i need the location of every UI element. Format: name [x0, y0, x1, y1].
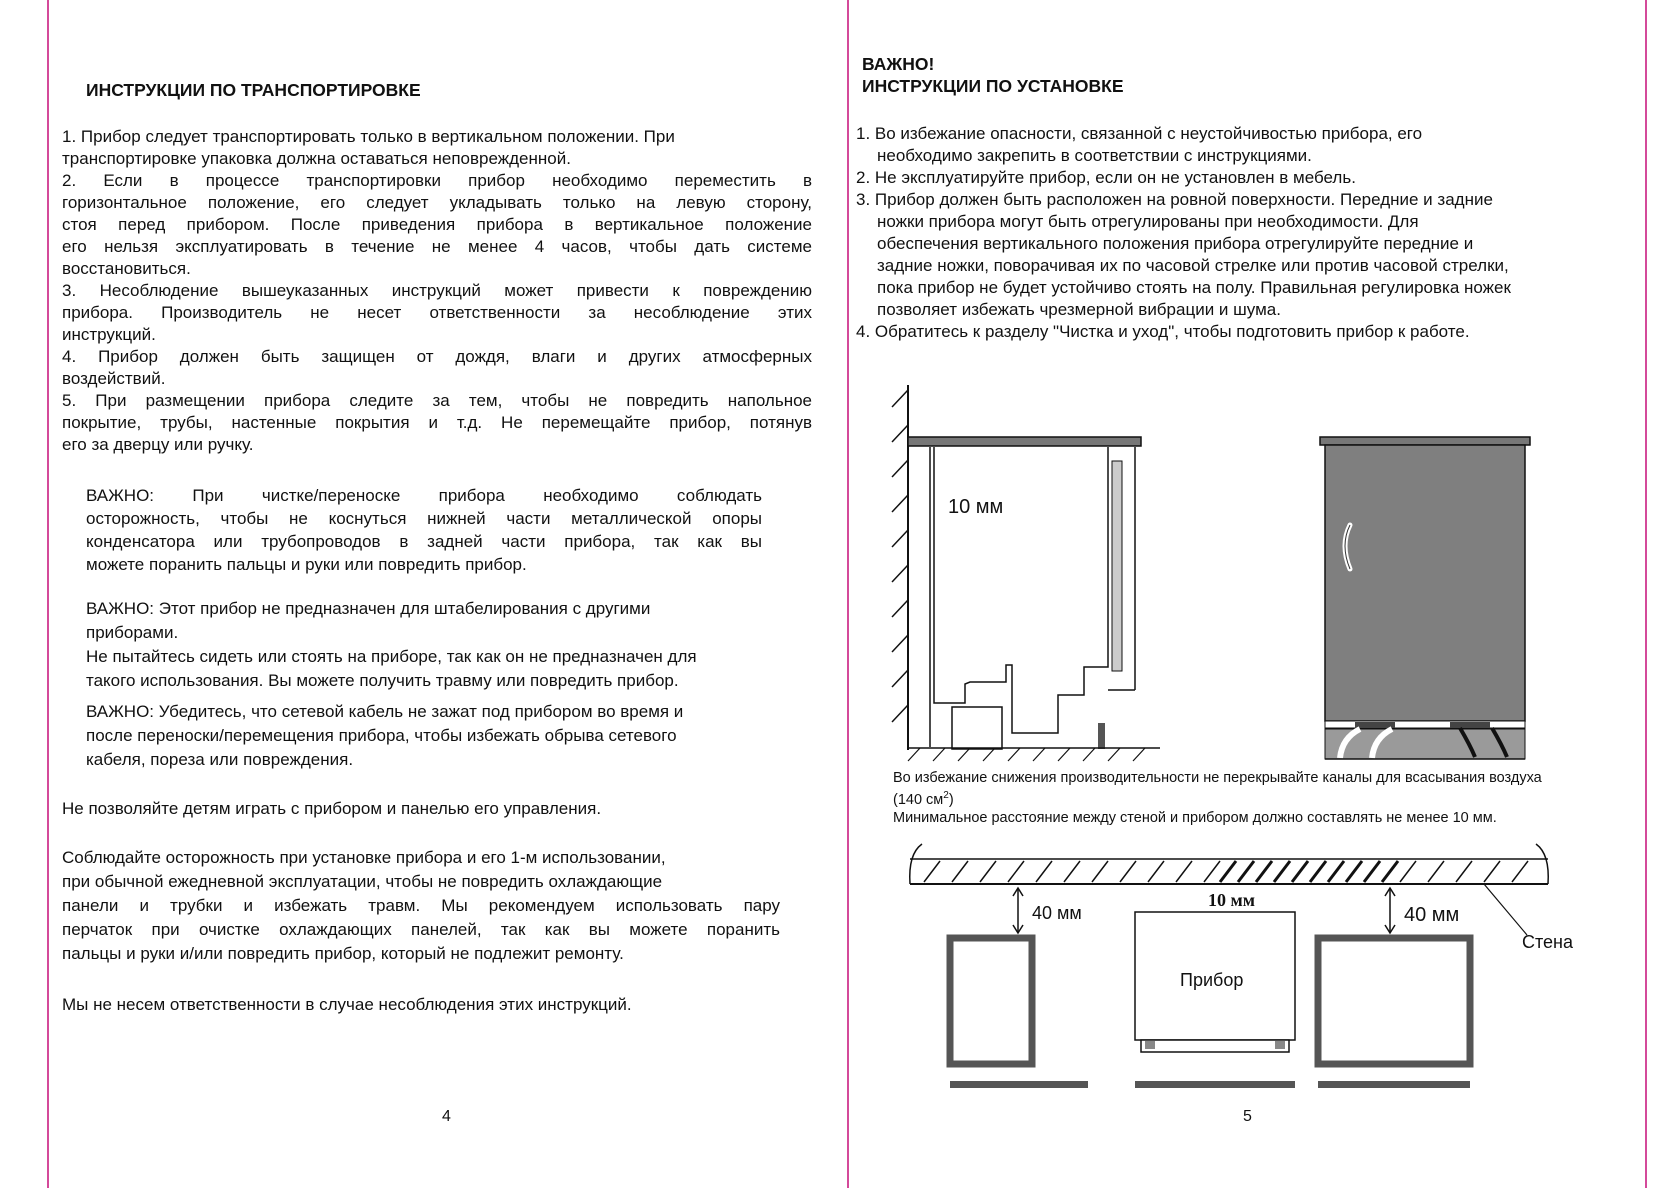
airflow-caption: Во избежание снижения производительности не перекрывайте каналы для всасывания воздуха (140 $см^2$) Минимальное расстояние между стеной и прибором должно составлять не менее 10 мм. — [893, 770, 1542, 826]
side-view-gap-label: 10 мм — [948, 496, 1004, 518]
plan-center-gap-label: 10 мм — [1208, 890, 1256, 910]
left-margin-line — [47, 0, 49, 1188]
install-item-2: 2. Не эксплуатируйте прибор, если он не установлен в мебель. — [856, 168, 1356, 187]
transport-item-4: 4. Прибор должен быть защищен от дождя, влаги и других атмосферных воздействий. — [62, 347, 812, 388]
transport-item-1: 1. Прибор следует транспортировать только в вертикальном положении. При транспортировке упаковка должна оставаться неповрежденной. — [62, 127, 675, 168]
plan-left-gap-label: 40 мм — [1032, 903, 1082, 923]
page-number-right: 5 — [1243, 1108, 1252, 1125]
warning-stacking: ВАЖНО: Этот прибор не предназначен для штабелирования с другими приборами. Не пытайтесь сидеть или стоять на приборе, так как он не предназначен для такого использования. Вы можете получить травму или повредить прибор. — [86, 599, 697, 690]
appliance-label: Прибор — [1180, 970, 1244, 990]
transport-heading: ИНСТРУКЦИИ ПО ТРАНСПОРТИРОВКЕ — [86, 80, 421, 100]
center-margin-line — [847, 0, 849, 1188]
plan-view-diagram — [880, 838, 1660, 1098]
warning-cleaning: ВАЖНО: При чистке/переноске прибора необходимо соблюдать осторожность, чтобы не коснуться нижней части металлической опоры конденсатора или трубопроводов в задней части прибора, так как вы можете поранить пальцы и руки или повредить прибор. — [86, 486, 762, 574]
transport-item-2: 2. Если в процессе транспортировки прибор необходимо переместить в горизонтальное положение, его следует укладывать только на левую сторону, стоя перед прибором. После приведения прибора в вертикальное положение его нельзя эксплуатировать в течение не менее 4 часов, чтобы дать системе восстановиться. — [62, 171, 812, 278]
install-item-3: 3. Прибор должен быть расположен на ровной поверхности. Передние и задние ножки прибора могут быть отрегулированы при необходимости. Для обеспечения вертикального положения прибора отрегулируйте передние и задние ножки, поворачивая их по часовой стрелке или против часовой стрелки, пока прибор не будет устойчиво стоять на полу. Правильная регулировка ножек позволяет избежать чрезмерной вибрации и шума. — [856, 190, 1511, 319]
care-paragraph: Соблюдайте осторожность при установке прибора и его 1-м использовании, при обычной ежедневной эксплуатации, чтобы не повредить охлаждающие панели и трубки и избежать травм. Мы рекомендуем использовать пару перчаток при очистке охлаждающих панелей, так как вы можете поранить пальцы и руки и/или повредить прибор, который не подлежит ремонту. — [62, 848, 780, 963]
side-view-diagram — [880, 385, 1160, 765]
transport-item-5: 5. При размещении прибора следите за тем, чтобы не повредить напольное покрытие, трубы, настенные покрытия и т.д. Не перемещайте прибор, потянув его за дверцу или ручку. — [62, 391, 812, 454]
front-view-diagram — [1300, 433, 1540, 773]
install-item-4: 4. Обратитесь к разделу "Чистка и уход", чтобы подготовить прибор к работе. — [856, 322, 1470, 341]
important-heading: ВАЖНО! — [862, 54, 935, 74]
wall-label: Стена — [1522, 932, 1574, 952]
disclaimer: Мы не несем ответственности в случае несоблюдения этих инструкций. — [62, 995, 632, 1014]
page-number-left: 4 — [442, 1108, 451, 1125]
transport-item-3: 3. Несоблюдение вышеуказанных инструкций может привести к повреждению прибора. Производитель не несет ответственности за несоблюдение этих инструкций. — [62, 281, 812, 344]
children-warning: Не позволяйте детям играть с прибором и панелью его управления. — [62, 799, 602, 818]
plan-right-gap-label: 40 мм — [1404, 904, 1460, 926]
installation-heading: ИНСТРУКЦИИ ПО УСТАНОВКЕ — [862, 76, 1124, 96]
warning-cable: ВАЖНО: Убедитесь, что сетевой кабель не зажат под прибором во время и после переноски/перемещения прибора, чтобы избежать обрыва сетевого кабеля, пореза или повреждения. — [86, 702, 684, 769]
install-item-1: 1. Во избежание опасности, связанной с неустойчивостью прибора, его необходимо закрепить в соответствии с инструкциями. — [856, 124, 1423, 165]
